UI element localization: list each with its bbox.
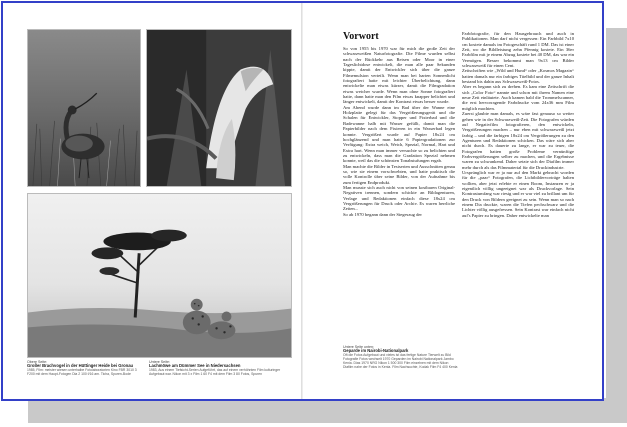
caption-details: 1983, Aus einem Tiefsicht-Serien Aufgeführt, das auf einem verhöhnten Film kulturinger Aufgebaut war. Nikon mit 3 x Film 1 60 F4 mit dem Film 3 80 Fotos, Spuren [149,367,281,376]
page-shadow-right [606,28,627,423]
page-heading: Vorwort [343,31,379,42]
text-column-2 [462,31,574,373]
bird-image [28,30,140,186]
paragraph: Ursprünglich war er ja nur auf den Markt gebracht worden für die „paar“ Fotografen, die Lichtbildervorträge halten wollten, aber jetzt erlebte er einen Boom, Instanzen er ja eigentlich völlig ungeeignet war als Druckvorlage. Sein Kontrastumfang war riesig und er war viel zu brillant um für den Druck von Bildern geeignet zu sein. Wenn man so nach einem Dia druckte, waren die Tiefen pechschwarz und die Lichter völlig ausgefressen. Sein Kontrast war einfach nicht auf's Papier zu bringen. Daher entwickelte man [462,169,574,218]
book-gutter [301,3,303,399]
paragraph: Aber es begann sich zu drehen. Es kam eine Zeitschrift die sich „Color Foto“ nannte und schon mit ihrem Namen eine neue Zeit einläutete. Auch kamen bald die Trommelscanner, die erst hervorragende Farbdrucke vom 24x36 mm Film möglich machten. [462,84,574,111]
caption-details: 1985, Film: meister wiesen unterhalbe Fotolaboratorien Kino FBR 3010 3 F200 mit dem Haupt-Fotogen Dia 2 100 f/16 am. Ticha, Spuren-Bode [27,367,137,376]
paragraph: So ab 1970 begann dann der Siegeszug der [343,211,422,217]
paragraph: So von 1955 bis 1970 war für mich die große Zeit der schwarzweißen Naturfotografie. Die Filme wurden selbst nach der Rückkehr aus Reisen oder Moor in einer Tageslichtdose entwickelt, die man alle paar Sekunden kippte, damit der Entwickler sich über die ganze Filmemulsion verteilt. Wenn man bei harten Sonnenlicht fotografiert hatte mit leichter Überbelichtung, dann entwickelte man etwas kürzer, damit die Filmgradation etwas weicher wurde. Wenn man ohne Sonne fotografiert hatte, dann hatte man den Film etwas knapper belichtet und länger entwickelt, damit der Kontrast etwas besser wurde. [343,46,455,105]
book-spread [1,1,604,401]
caption-title: Großer Brachvogel in der Hüttinger Heide bei Gronau [27,363,134,369]
caption-label: Obere Seite: [27,360,48,364]
caption-label: Untere Seite: [149,360,170,364]
paragraph: Zeitschriften wie „Wild und Hund“ oder „Kosmos Magazin“ hatten damals nur ein farbiges Titelbild und der ganze Inhalt bestand bis dahin aus Schwarzweiß-Fotos. [462,68,574,85]
caption-label: Untere Seite unten: [343,345,374,349]
paragraph: Farbfotografie, für den Hausgebrauch und auch in Publikationen. Man darf nicht vergessen: Ein Farbbild 7x10 cm kostete damals im Fotogeschäft rund 1 DM. Das ist einer Zeit, wo die Bildleistung zehn Pfennig kostete. Ein 36er Farbfilm mit je einem Abzug kostete bei 40 DM, das war ein Vermögen. Besser bekommt man 9x13 cm Bilder schwarzweiß für einen Cent. [462,31,574,69]
paragraph: Man musste sich auch nicht von seinen kostbaren Original-Negativen trennen, sondern schickte an Bildagenturen, Verlage und Redaktionen einfach diese 18x24 cm Vergrößerungen für Druck oder Archiv. Es waren herrliche Zeiten... [343,184,455,212]
cheetah-image [28,194,291,357]
caption-title: Geparde im Nairobi-Nationalpark [343,348,409,354]
caption-details: Oft die Fotos Aufgebaut und vieles ist das fertige Nature Tierwelt zu Bild Fotografie Fotos wechselt 1970 Geparden im Nairobi Nationalpark Jambo Kenia. Dias 1970 NRG Nikon 1 500 300 Film einzelnen mit dem Nikon Diafilm nahe der Fotos in Kenia. Film Nachsuchte, Kodak Film F4 400 Kenia [343,352,458,369]
flower-image [147,30,291,186]
paragraph: Man machte die Bilder in Testserien und Ausschnitten genau so, wie sie einem vorschwebten, und hatte praktisch die volle Kontrolle über seine Bilder, von der Aufnahme bis zum fertigen Endprodukt. [343,163,455,185]
caption-left [27,360,145,377]
paragraph: Am Abend wurde dann im Bad über der Wanne eine Holzplatte gelegt für das Vergrößerungsgerät und die Schalen für Entwickler, Stopper und Fixierbad und die Badewanne halb mit Wasser gefüllt, damit man die Papierbilder nach dem Fixieren in ein Wasserbad legen konnte. Vergrößert wurde auf Papier 18x24 cm hochglänzend und man hatte 6 Papiergradationen zur Verfügung: Extra weich, Weich, Spezial, Normal, Hart und Extra hart. Wenn man immer versuchte so zu belichten und zu entwickeln, dass man die Gradation Spezial nehmen konnte, weil das die schönsten Tonabstufungen ergab. [343,104,455,164]
text-column-1 [343,46,455,341]
caption-bottom [343,345,458,370]
caption-title: Lachmöwe am Dümmer See in Niedersachsen [149,363,241,369]
caption-right [149,360,292,377]
page-shadow-bottom [28,398,606,423]
paragraph: Zuerst glaubte man damals, es wäre fast genauso so weiter gehen wie in der Schwarzweiß-Zeit. Die Fotografen würden auf Negativfilm fotografieren, den entwickeln, Vergrößerungen machen – nur eben mit schwarzweiß jetzt farbig – und die farbigen 18x24 cm Vergrößerungen zu den Agenturen und Redaktionen schicken. Das wäre sich aber nicht durch. Es dauerte zu lange, er war zu teuer, die Fotografen hatten große Probleme vernünftige Farbvergrößerungen selber zu machen, und die Ergebnisse waren zu schwankend. Daher setzte sich der Diafilm immer mehr durch als das Filmmaterial für die Druckindustrie. [462,111,574,170]
bird-photo [27,29,141,187]
cheetah-photo [27,193,292,358]
flower-photo [146,29,292,187]
